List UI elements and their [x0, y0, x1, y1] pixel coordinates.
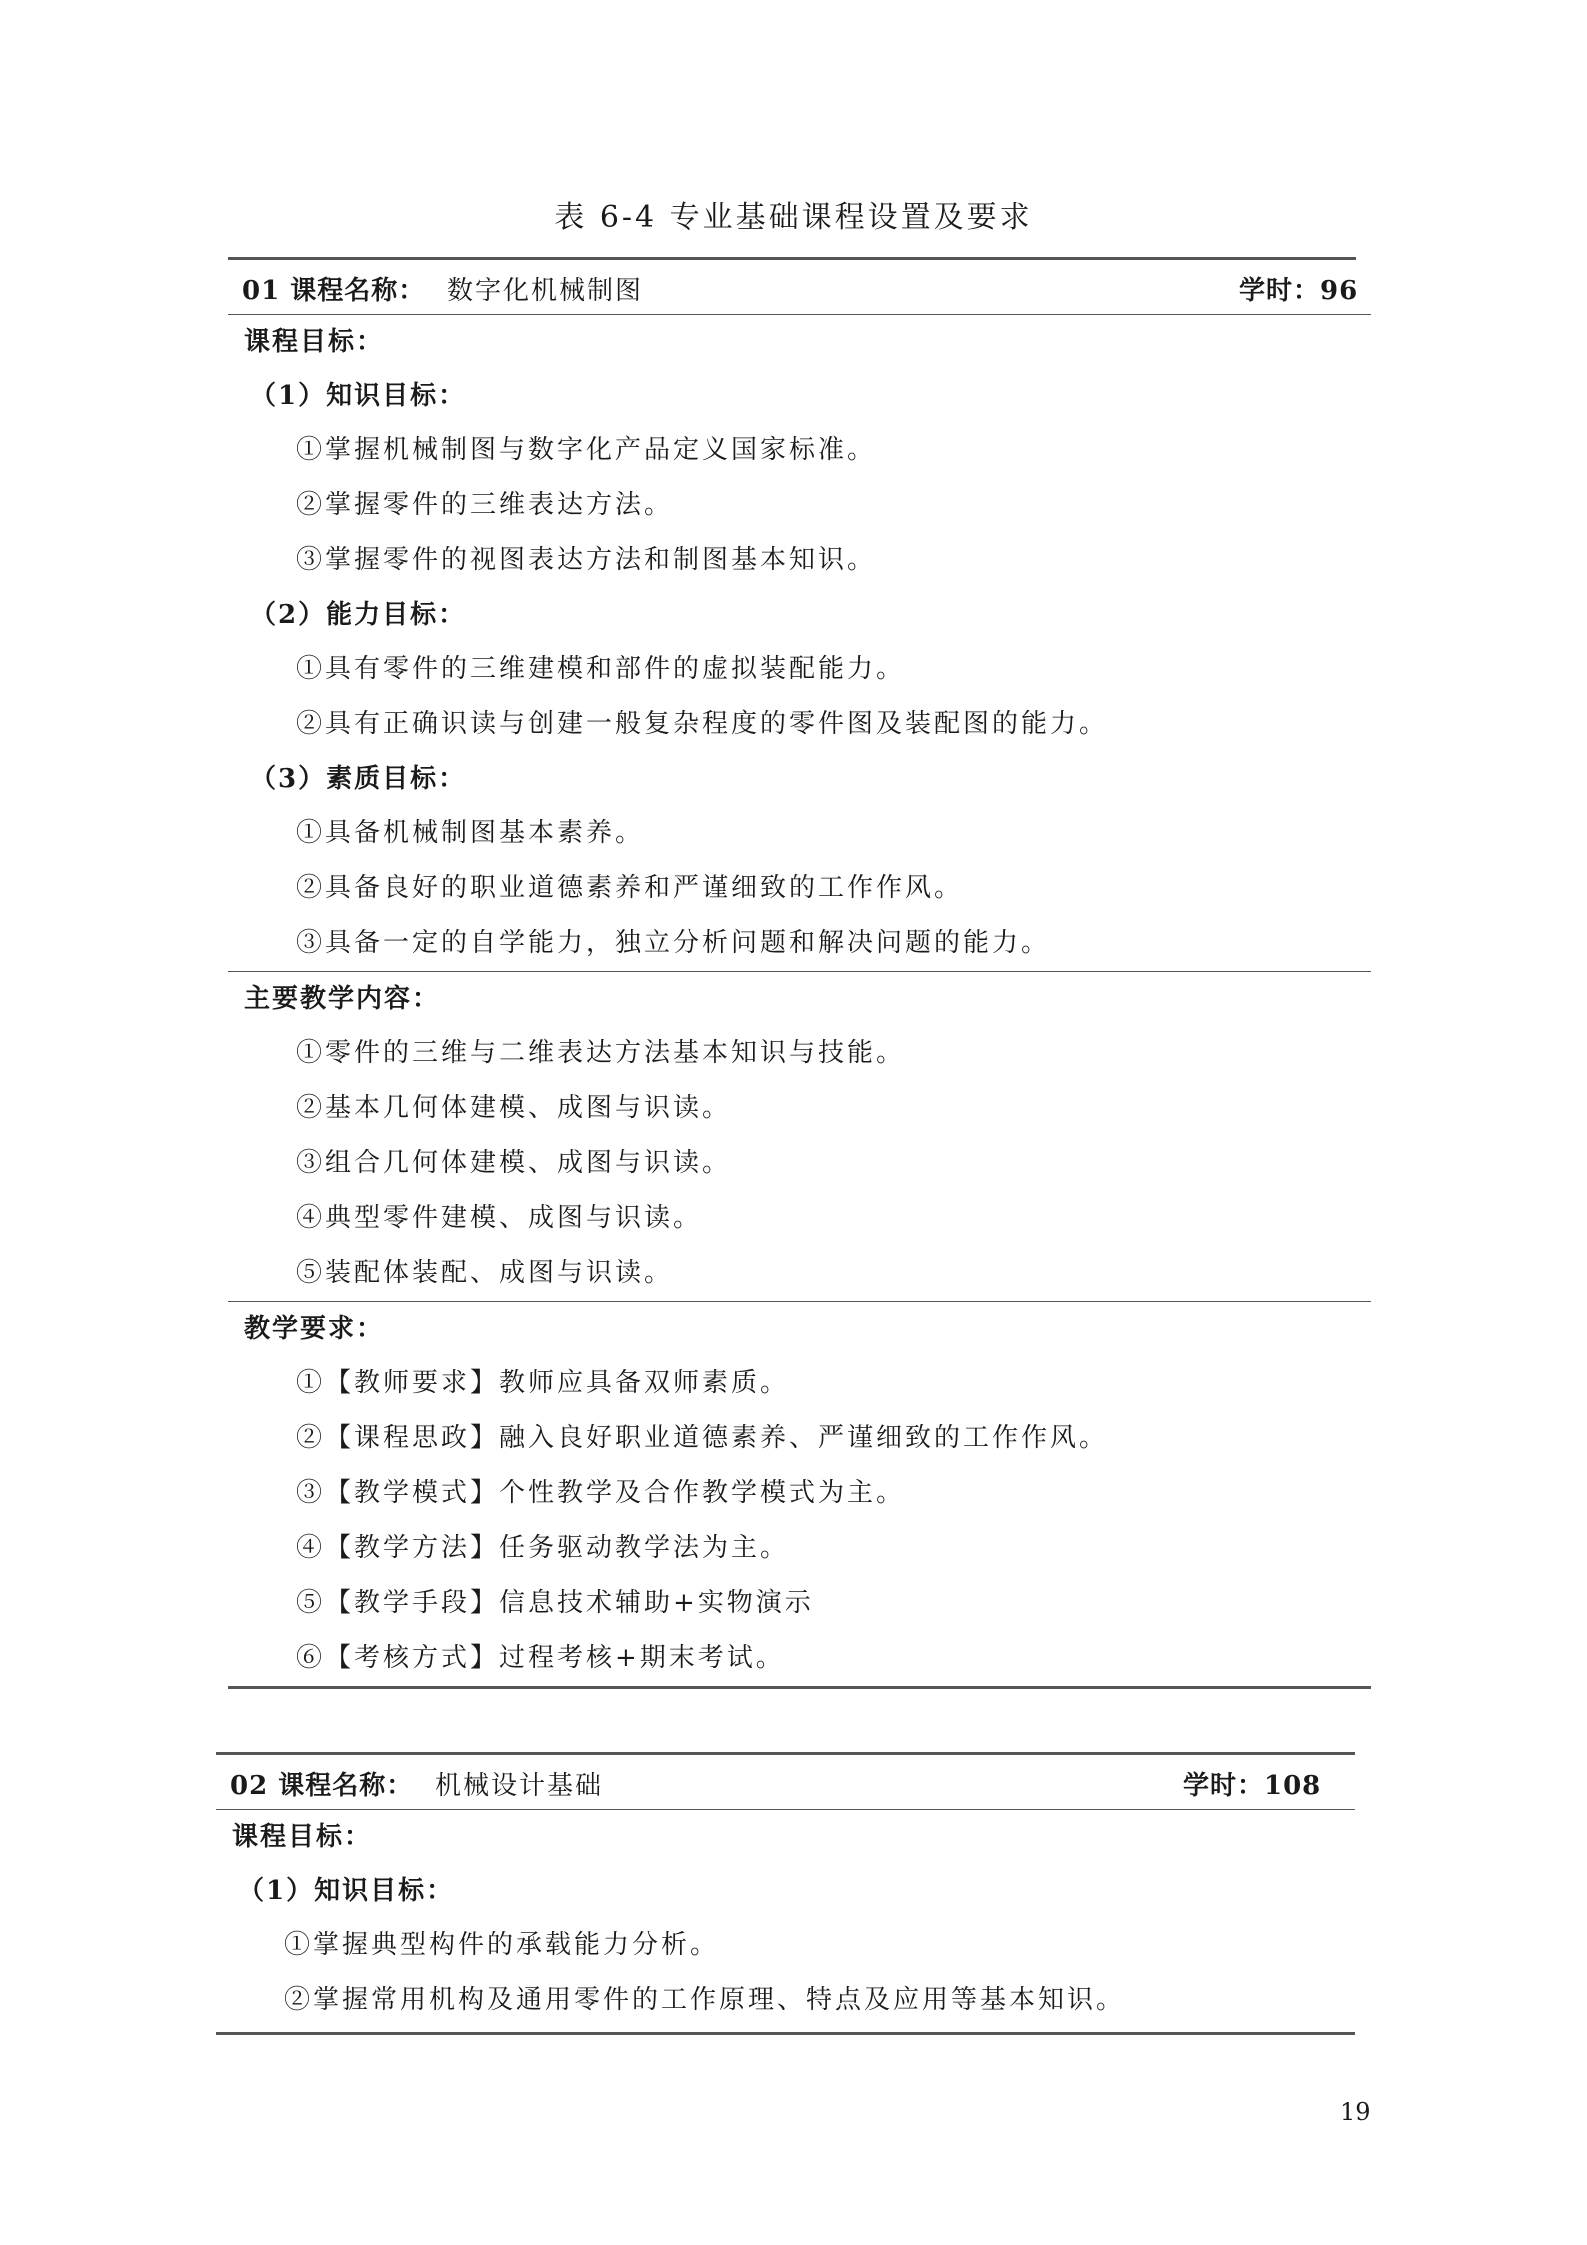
list-item: ②【课程思政】融入良好职业道德素养、严谨细致的工作作风。 [296, 1423, 1109, 1453]
list-item: ②掌握零件的三维表达方法。 [296, 490, 674, 520]
teaching-content-section [228, 972, 1371, 1301]
list-item: ④典型零件建模、成图与识读。 [296, 1203, 703, 1233]
course-number-label: 01 课程名称： [242, 276, 426, 306]
list-item: ②基本几何体建模、成图与识读。 [296, 1093, 732, 1123]
table-bottom-rule [216, 2032, 1355, 2035]
subsection-title-ability: （2）能力目标： [250, 600, 467, 630]
course-name: 机械设计基础 [435, 1771, 604, 1801]
list-item: ⑤【教学手段】信息技术辅助+实物演示 [296, 1588, 814, 1618]
page-number: 19 [1340, 2098, 1371, 2126]
course-block-02 [216, 1752, 1355, 2035]
course-hours: 学时：108 [1183, 1771, 1322, 1801]
section-title-goals: 课程目标： [244, 327, 385, 357]
course-header [228, 260, 1371, 314]
course-block-01 [228, 257, 1371, 1689]
page-title: 表 6-4 专业基础课程设置及要求 [554, 200, 1033, 235]
course-header [216, 1755, 1355, 1809]
list-item: ②具有正确识读与创建一般复杂程度的零件图及装配图的能力。 [296, 709, 1109, 739]
list-item: ①掌握机械制图与数字化产品定义国家标准。 [296, 435, 877, 465]
course-hours: 学时：96 [1239, 276, 1359, 306]
subsection-title-quality: （3）素质目标： [250, 764, 467, 794]
list-item: ①掌握典型构件的承载能力分析。 [284, 1930, 720, 1960]
course-name: 数字化机械制图 [447, 276, 644, 306]
course-goals-section [216, 1810, 1355, 2028]
course-goals-section [228, 315, 1371, 971]
teaching-requirements-section [228, 1302, 1371, 1686]
list-item: ④【教学方法】任务驱动教学法为主。 [296, 1533, 790, 1563]
list-item: ⑤装配体装配、成图与识读。 [296, 1258, 674, 1288]
list-item: ⑥【考核方式】过程考核+期末考试。 [296, 1643, 785, 1673]
subsection-title-knowledge: （1）知识目标： [238, 1876, 455, 1906]
list-item: ②掌握常用机构及通用零件的工作原理、特点及应用等基本知识。 [284, 1985, 1126, 2015]
list-item: ③组合几何体建模、成图与识读。 [296, 1148, 732, 1178]
course-number-label: 02 课程名称： [230, 1771, 414, 1801]
list-item: ①具有零件的三维建模和部件的虚拟装配能力。 [296, 654, 906, 684]
list-item: ①具备机械制图基本素养。 [296, 818, 645, 848]
list-item: ③具备一定的自学能力，独立分析问题和解决问题的能力。 [296, 928, 1051, 958]
list-item: ③掌握零件的视图表达方法和制图基本知识。 [296, 545, 877, 575]
subsection-title-knowledge: （1）知识目标： [250, 381, 467, 411]
list-item: ①【教师要求】教师应具备双师素质。 [296, 1368, 790, 1398]
section-title-goals: 课程目标： [232, 1822, 373, 1852]
list-item: ②具备良好的职业道德素养和严谨细致的工作作风。 [296, 873, 964, 903]
list-item: ③【教学模式】个性教学及合作教学模式为主。 [296, 1478, 906, 1508]
table-bottom-rule [228, 1686, 1371, 1689]
section-title-requirements: 教学要求： [244, 1314, 385, 1344]
section-title-content: 主要教学内容： [244, 984, 441, 1014]
list-item: ①零件的三维与二维表达方法基本知识与技能。 [296, 1038, 906, 1068]
